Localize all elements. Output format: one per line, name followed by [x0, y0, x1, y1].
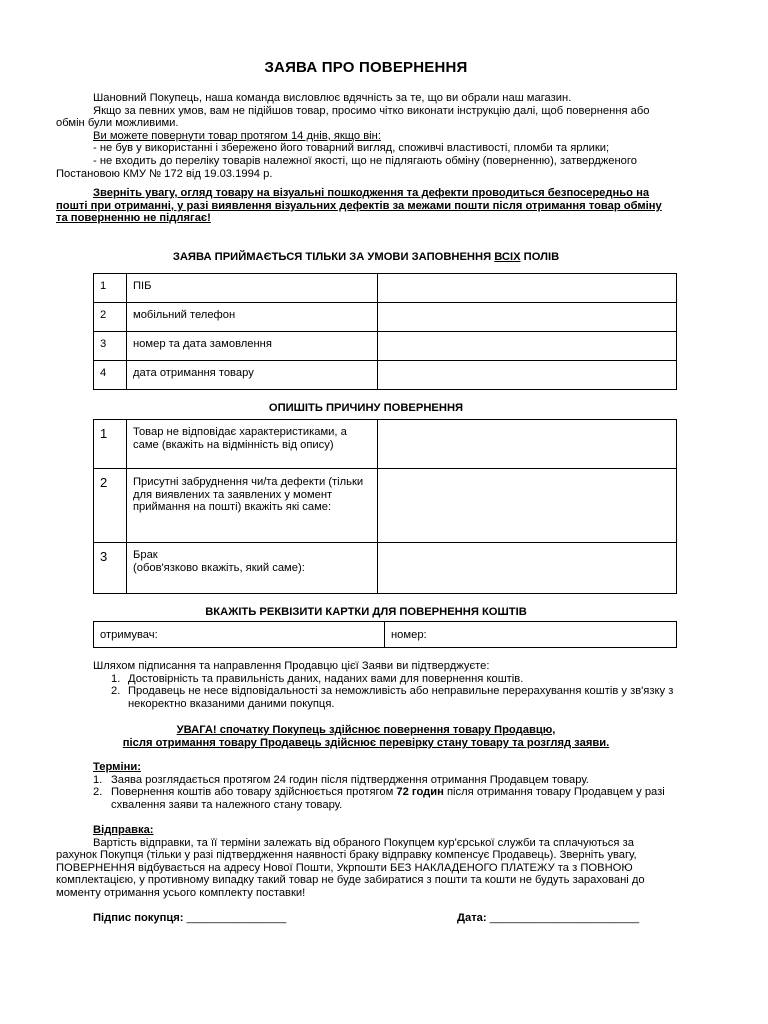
field-label-phone: мобільний телефон — [133, 309, 236, 321]
field-label-cell — [127, 303, 378, 332]
consent-section — [93, 660, 676, 710]
fill-all-text: ЗАЯВА ПРИЙМАЄТЬСЯ ТІЛЬКИ ЗА УМОВИ ЗАПОВНЕННЯ — [172, 251, 495, 263]
terms-list — [93, 774, 676, 812]
fill-all-emphasis: ВСІХ — [494, 251, 521, 263]
reason-heading: ОПИШІТЬ ПРИЧИНУ ПОВЕРНЕННЯ — [268, 402, 464, 414]
list-item-number: 1. — [93, 773, 103, 786]
signature-line[interactable]: ________________ — [186, 912, 287, 924]
terms-section — [93, 761, 676, 811]
field-number-text: 3 — [100, 338, 107, 350]
intro-return-period — [56, 130, 676, 143]
reason-mismatch-input[interactable] — [378, 420, 677, 469]
card-recipient-input[interactable] — [94, 622, 385, 648]
date-field[interactable] — [457, 912, 639, 925]
reason-number-text: 3 — [100, 549, 108, 564]
reason-label-cell — [127, 469, 378, 543]
shipping-text: Вартість відправки, та її терміни залежать від обраного Покупцем кур'єрської служби та сплачуються за рахунок Покупця (тільки у разі підтвердження наявності браку відправку компенсує Продавець). Зверніть увагу, ПОВЕРНЕННЯ відбувається на адресу Нової Пошти, Укрпошти БЕЗ НАКЛАДЕНОГО ПЛАТЕЖУ та з ПОВНОЮ комплектацією, у противному випадку такий товар не буде забиратися з пошти та кошти не будуть зараховані до моменту отримання усього комплекту поставки! — [56, 836, 645, 899]
signature-field[interactable] — [93, 912, 286, 925]
field-label-received-date: дата отримання товару — [133, 367, 254, 379]
full-name-input[interactable] — [378, 274, 677, 303]
field-number-text: 4 — [100, 367, 107, 379]
field-label-full-name: ПІБ — [133, 280, 152, 292]
page-title: ЗАЯВА ПРО ПОВЕРНЕННЯ — [264, 59, 468, 76]
list-item-number: 1. — [111, 672, 121, 685]
field-number — [94, 361, 127, 390]
list-item-text: Продавець не несе відповідальності за неможливість або неправильне перерахування коштів у зв'язку з некоректно вказаними даними покупця. — [128, 685, 674, 710]
table-row — [94, 361, 677, 390]
table-row — [94, 303, 677, 332]
phone-input[interactable] — [378, 303, 677, 332]
table-row — [94, 332, 677, 361]
field-number-text: 2 — [100, 309, 107, 321]
attention-line-2: після отримання товару Продавець здійснює перевірку стану товару та розгляд заяви. — [122, 736, 610, 749]
card-heading: ВКАЖІТЬ РЕКВІЗИТИ КАРТКИ ДЛЯ ПОВЕРНЕННЯ КОШТІВ — [205, 606, 527, 618]
field-number — [94, 303, 127, 332]
field-label-order: номер та дата замовлення — [133, 338, 272, 350]
table-row — [94, 274, 677, 303]
customer-fields-table — [93, 273, 677, 390]
reason-defect-label: Брак — [133, 549, 158, 561]
intro-instructions: Якщо за певних умов, вам не підійшов товар, просимо чітко виконати інструкцію далі, щоб повернення або обмін були можливими. — [56, 104, 650, 130]
intro-greeting: Шановний Покупець, наша команда висловлює вдячність за те, що ви обрали наш магазин. — [93, 92, 572, 104]
signature-label: Підпис покупця: — [93, 912, 184, 924]
phone-value[interactable] — [378, 303, 676, 309]
intro-section — [56, 92, 676, 225]
list-item — [93, 685, 676, 710]
card-table — [93, 621, 677, 648]
received-date-value[interactable] — [378, 361, 676, 367]
list-item-text: Заява розглядається протягом 24 годин після підтвердження отримання Продавцем товару. — [111, 773, 589, 786]
card-recipient-label: отримувач: — [100, 629, 158, 641]
reason-number — [94, 543, 127, 594]
consent-intro: Шляхом підписання та направлення Продавцю цієї Заяви ви підтверджуєте: — [93, 660, 490, 672]
reason-defects-value[interactable] — [378, 469, 676, 475]
intro-condition-2: - не входить до переліку товарів належної якості, що не підлягають обміну (поверненню), затвердженого Постановою КМУ № 172 від 19.03.1994 р. — [56, 154, 637, 180]
reason-table — [93, 419, 677, 594]
date-label: Дата: — [457, 912, 487, 924]
consent-list — [93, 673, 676, 711]
shipping-section — [56, 824, 676, 900]
list-item-text-end: після отримання товару Продавцем у разі схвалення заяви та належного стану товару. — [111, 786, 665, 811]
field-number — [94, 274, 127, 303]
attention-notice — [56, 724, 676, 749]
table-row — [94, 622, 677, 648]
reason-number-text: 1 — [100, 426, 108, 441]
refund-period: 72 годин — [396, 786, 444, 799]
reason-defects-input[interactable] — [378, 469, 677, 543]
attention-line-1: УВАГА! спочатку Покупець здійснює повернення товару Продавцю, — [176, 724, 556, 736]
field-number-text: 1 — [100, 280, 107, 292]
intro-condition-1: - не був у використанні і збережено його товарний вигляд, споживчі властивості, пломби та ярлики; — [93, 142, 610, 155]
date-line[interactable]: ________________________ — [489, 912, 640, 924]
order-input[interactable] — [378, 332, 677, 361]
reason-defect-sublabel: (обов'язково вкажіть, який саме): — [133, 561, 305, 574]
reason-number-text: 2 — [100, 475, 108, 490]
field-label-cell — [127, 332, 378, 361]
list-item — [93, 774, 676, 787]
list-item-number: 2. — [111, 685, 121, 698]
return-period-text: Ви можете повернути товар протягом 14 днів, якщо він: — [93, 129, 381, 142]
reason-label-cell — [127, 543, 378, 594]
reason-defects-label: Присутні забруднення чи/та дефекти (тільки для виявлених та заявлених у момент приймання на пошті) вкажіть які саме: — [133, 476, 364, 514]
fill-all-text-end: ПОЛІВ — [520, 251, 560, 263]
card-number-label: номер: — [391, 629, 427, 641]
reason-mismatch-value[interactable] — [378, 420, 676, 426]
reason-mismatch-label: Товар не відповідає характеристиками, а саме (вкажіть на відмінність від опису) — [133, 426, 347, 451]
field-number — [94, 332, 127, 361]
reason-defect-value[interactable] — [378, 543, 676, 549]
table-row — [94, 420, 677, 469]
table-row — [94, 469, 677, 543]
reason-number — [94, 469, 127, 543]
list-item — [93, 786, 676, 811]
reason-number — [94, 420, 127, 469]
order-value[interactable] — [378, 332, 676, 338]
full-name-value[interactable] — [378, 274, 676, 280]
list-item-text: Повернення коштів або товару здійснюється протягом — [111, 786, 397, 799]
list-item-text: Достовірність та правильність даних, наданих вами для повернення коштів. — [128, 672, 524, 685]
shipping-heading: Відправка: — [93, 824, 154, 836]
reason-label-cell — [127, 420, 378, 469]
inspection-warning: Зверніть увагу, огляд товару на візуальні пошкодження та дефекти проводиться безпосередньо на пошті при отриманні, у разі виявлення візуальних дефектів за межами пошти після отримання товар обміну та поверненню не підлягає! — [56, 187, 662, 225]
field-label-cell — [127, 274, 378, 303]
list-item-number: 2. — [93, 786, 103, 799]
fill-all-heading — [56, 251, 676, 264]
received-date-input[interactable] — [378, 361, 677, 390]
card-number-input[interactable] — [385, 622, 677, 648]
table-row — [94, 543, 677, 594]
reason-defect-input[interactable] — [378, 543, 677, 594]
terms-heading: Терміни: — [93, 761, 141, 773]
field-label-cell — [127, 361, 378, 390]
list-item — [93, 673, 676, 686]
